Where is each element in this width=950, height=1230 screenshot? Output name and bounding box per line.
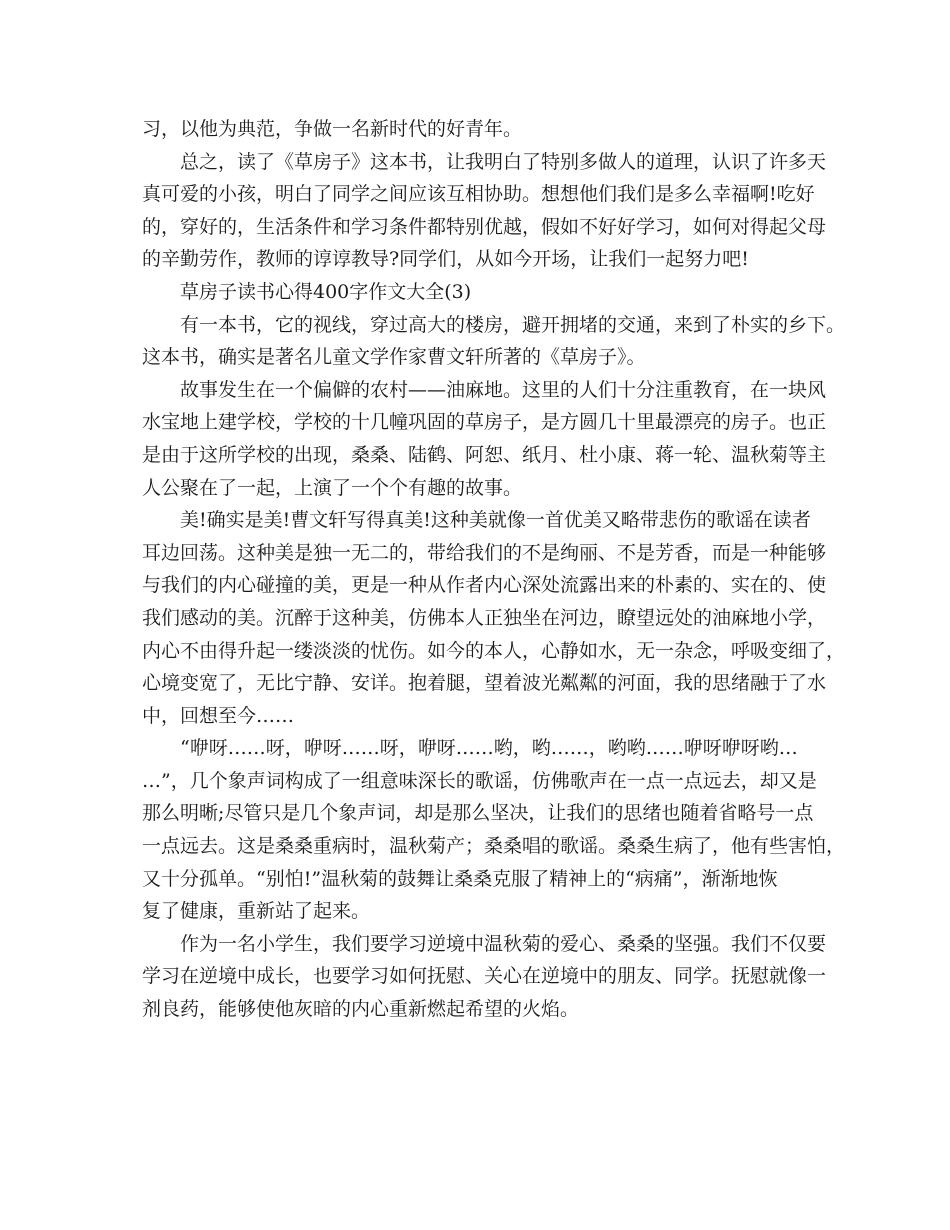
document-body [142, 113, 846, 1026]
text-line: 中，回想至今…… [142, 704, 295, 727]
text-line: 是由于这所学校的出现，桑桑、陆鹤、阿恕、纸月、杜小康、蒋一轮、温秋菊等主 [142, 443, 827, 466]
text-line: …”，几个象声词构成了一组意味深长的歌谣，仿佛歌声在一点一点远去，却又是 [142, 769, 817, 792]
text-line: 这本书，确实是著名儿童文学作家曹文轩所著的《草房子》。 [142, 346, 646, 369]
text-line: 与我们的内心碰撞的美，更是一种从作者内心深处流露出来的朴素的、实在的、使 [142, 574, 827, 597]
text-line: 人公聚在了一起，上演了一个个有趣的故事。 [142, 476, 523, 499]
text-line: 真可爱的小孩，明白了同学之间应该互相协助。想想他们我们是多么幸福啊!吃好 [142, 183, 815, 206]
text-line: 那么明晰;尽管只是几个象声词，却是那么坚决，让我们的思绪也随着省略号一点 [142, 802, 814, 825]
text-line: 草房子读书心得400字作文大全(3) [180, 280, 472, 303]
text-line: 内心不由得升起一缕淡淡的忧伤。如今的本人，心静如水，无一杂念，呼吸变细了， [142, 639, 846, 662]
text-line: 故事发生在一个偏僻的农村——油麻地。这里的人们十分注重教育，在一块风 [180, 378, 827, 401]
text-line: 剂良药，能够使他灰暗的内心重新燃起希望的火焰。 [142, 998, 580, 1021]
text-line: 我们感动的美。沉醉于这种美，仿佛本人正独坐在河边，瞭望远处的油麻地小学， [142, 606, 827, 629]
text-line: 学习在逆境中成长，也要学习如何抚慰、关心在逆境中的朋友、同学。抚慰就像一 [142, 965, 827, 988]
text-line: 美!确实是美!曹文轩写得真美!这种美就像一首优美又略带悲伤的歌谣在读者 [180, 509, 811, 532]
text-line: 有一本书，它的视线，穿过高大的楼房，避开拥堵的交通，来到了朴实的乡下。 [180, 313, 846, 336]
text-line: 耳边回荡。这种美是独一无二的，带给我们的不是绚丽、不是芳香，而是一种能够 [142, 541, 827, 564]
text-line: 复了健康，重新站了起来。 [142, 900, 371, 923]
text-line: 总之，读了《草房子》这本书，让我明白了特别多做人的道理，认识了许多天 [180, 150, 827, 173]
text-line: 的辛勤劳作，教师的谆谆教导?同学们，从如今开场，让我们一起努力吧! [142, 248, 749, 271]
text-line: 又十分孤单。“别怕!”温秋菊的鼓舞让桑桑克服了精神上的“病痛”，渐渐地恢 [142, 867, 778, 890]
text-line: 的，穿好的，生活条件和学习条件都特别优越，假如不好好学习，如何对得起父母 [142, 215, 827, 238]
text-line: 习，以他为典范，争做一名新时代的好青年。 [142, 118, 523, 140]
text-line: 水宝地上建学校，学校的十几幢巩固的草房子，是方圆几十里最漂亮的房子。也正 [142, 411, 827, 434]
text-line: 作为一名小学生，我们要学习逆境中温秋菊的爱心、桑桑的坚强。我们不仅要 [180, 932, 827, 955]
text-line: “咿呀……呀，咿呀……呀，咿呀……哟，哟……，哟哟……咿呀咿呀哟… [180, 737, 798, 760]
text-line: 一点远去。这是桑桑重病时，温秋菊产；桑桑唱的歌谣。桑桑生病了，他有些害怕， [142, 835, 846, 858]
text-line: 心境变宽了，无比宁静、安详。抱着腿，望着波光粼粼的河面，我的思绪融于了水 [142, 672, 827, 695]
